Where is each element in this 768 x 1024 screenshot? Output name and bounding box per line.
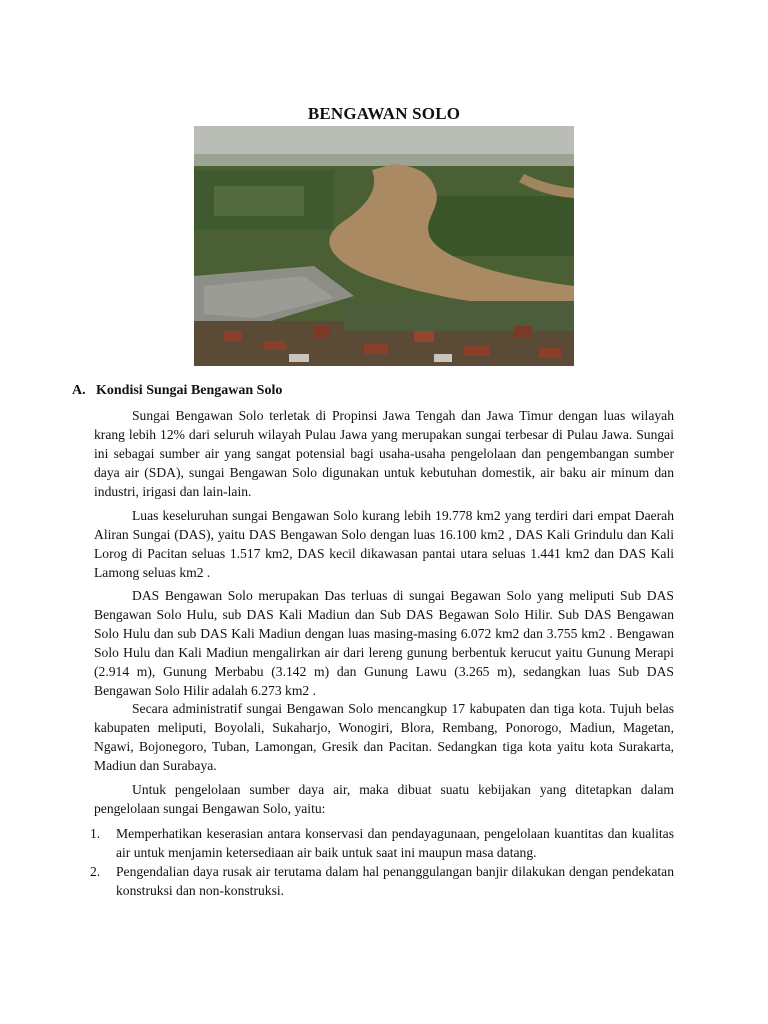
section-heading xyxy=(72,383,282,399)
policy-list xyxy=(90,824,674,900)
photo-roof xyxy=(464,346,490,356)
paragraph: Untuk pengelolaan sumber daya air, maka dibuat suatu kebijakan yang ditetapkan dalam pengelolaan sungai Bengawan Solo, yaitu: xyxy=(94,782,674,816)
river-aerial-photo xyxy=(194,126,574,366)
photo-roof xyxy=(264,341,286,350)
paragraph: Secara administratif sungai Bengawan Solo mencangkup 17 kabupaten dan tiga kota. Tujuh belas kabupaten meliputi, Boyolali, Sukaharjo, Wonogiri, Blora, Rembang, Ponorogo, Madiun, Magetan, Ngawi, Bojonegoro, Tuban, Lamongan, Gresik dan Pacitan. Sedangkan tiga kota yaitu kota Surakarta, Madiun dan Surabaya. xyxy=(94,701,674,773)
photo-roof-light xyxy=(434,354,452,362)
photo-roof xyxy=(414,331,434,342)
list-item xyxy=(90,824,674,862)
list-number: 2. xyxy=(90,864,101,879)
list-text: Memperhatikan keserasian antara konservasi dan pendayagunaan, pengelolaan kuantitas dan kualitas air untuk menjamin ketersediaan air baik untuk saat ini maupun masa datang. xyxy=(116,826,674,860)
photo-roof xyxy=(539,348,561,358)
section-title: Kondisi Sungai Bengawan Solo xyxy=(96,383,283,398)
list-number: 1. xyxy=(90,826,101,841)
photo-roof xyxy=(314,326,330,338)
photo-field xyxy=(214,186,304,216)
section-label: A. xyxy=(72,383,86,398)
photo-roof-light xyxy=(289,354,309,362)
paragraph: Sungai Bengawan Solo terletak di Propinsi Jawa Tengah dan Jawa Timur dengan luas wilayah krang lebih 12% dari seluruh wilayah Pulau Jawa yang merupakan sungai terbesar di Pulau Jawa. Sungai ini sebagai sumber air yang sangat potensial bagi usaha-usaha pengelolaan dan pengembangan sumber daya air (SDA), sungai Bengawan Solo digunakan untuk kebutuhan domestik, air baku air minum dan industri, irigasi dan lain-lain. xyxy=(94,408,674,499)
photo-vegetation-right xyxy=(424,196,574,256)
photo-roof xyxy=(364,344,388,354)
list-item xyxy=(90,862,674,900)
list-text: Pengendalian daya rusak air terutama dalam hal penanggulangan banjir dilakukan dengan pendekatan konstruksi dan non-konstruksi. xyxy=(116,864,674,898)
photo-roof xyxy=(514,326,532,338)
photo-town-trees xyxy=(344,301,574,331)
paragraph: Luas keseluruhan sungai Bengawan Solo kurang lebih 19.778 km2 yang terdiri dari empat Daerah Aliran Sungai (DAS), yaitu DAS Bengawan Solo dengan luas 16.100 km2 , DAS Kali Grindulu dan Kali Lorog di Pacitan seluas 1.517 km2, DAS kecil dikawasan pantai utara seluas 1.441 km2 dan DAS Kali Lamong seluas km2 . xyxy=(94,508,674,580)
photo-roof xyxy=(224,331,242,341)
page-title: BENGAWAN SOLO xyxy=(307,104,461,123)
river-aerial-illustration xyxy=(194,126,574,366)
paragraph: DAS Bengawan Solo merupakan Das terluas di sungai Begawan Solo yang meliputi Sub DAS Bengawan Solo Hulu, sub DAS Kali Madiun dan Sub DAS Begawan Solo Hilir. Sub DAS Bengawan Solo Hulu dan sub DAS Kali Madiun dengan luas masing-masing 6.072 km2 dan 3.755 km2 . Bengawan Solo Hulu dan Kali Madiun mengalirkan air dari lereng gunung berbentuk kerucut yaitu Gunung Merapi (2.914 m), Gunung Merbabu (3.142 m) dan Gunung Lawu (3.265 m), sedangkan luas Sub DAS Bengawan Solo Hilir adalah 6.273 km2 . xyxy=(94,588,674,698)
